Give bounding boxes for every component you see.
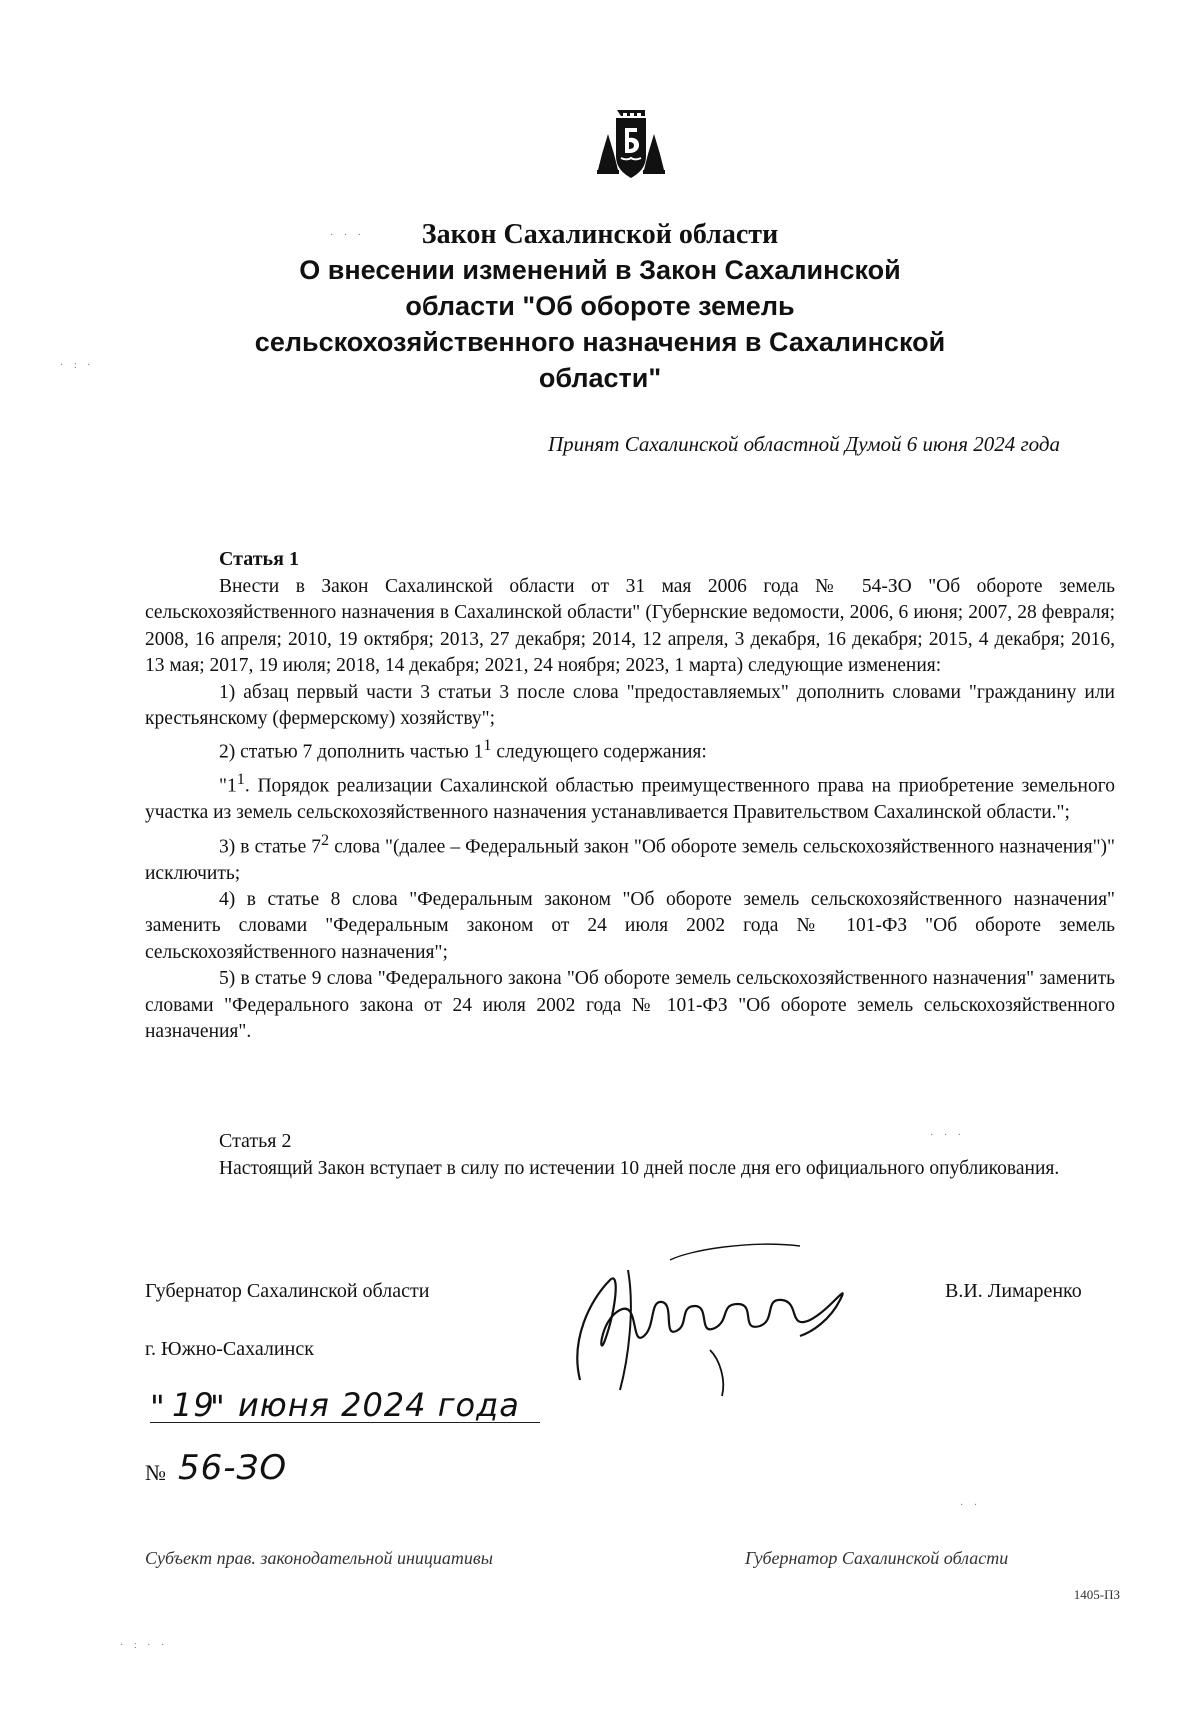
footer-left: Субъект прав. законодательной инициативы	[145, 1548, 493, 1568]
scan-noise: · : · ·	[120, 1640, 169, 1651]
governor-position: Губернатор Сахалинской области	[145, 1280, 430, 1302]
city-label: г. Южно-Сахалинск	[145, 1338, 314, 1360]
article-1-item-3	[145, 827, 1115, 887]
scan-noise: · · ·	[330, 230, 365, 241]
article-1-heading: Статья 1	[219, 548, 299, 570]
title-line-4: сельскохозяйственного назначения в Сахалинской	[254, 327, 946, 357]
scan-noise: · : ·	[60, 360, 95, 371]
date-quote-close: "	[210, 1388, 226, 1426]
item-3-text: 3) в статье 7	[219, 836, 322, 858]
law-number: 56-ЗО	[178, 1448, 288, 1488]
article-1-item-4: 4) в статье 8 слова "Федеральным законом "Об обороте земель сельскохозяйственного назначения" заменить словами "Федеральным законом от 24 июля 2002 года № 101-ФЗ "Об обороте земель сельскохозяйственного назначения";	[145, 888, 1115, 963]
title-line-5: области"	[538, 363, 662, 393]
footer-right: Губернатор Сахалинской области	[745, 1548, 1009, 1568]
document-code: 1405-ПЗ	[1073, 1587, 1120, 1602]
quote-text: . Порядок реализации Сахалинской областью преимущественного права на приобретение земельного участка из земель сельскохозяйственного назначения устанавливается Правительством Сахалинской области.";	[145, 775, 1115, 824]
article-1-intro: Внести в Закон Сахалинской области от 31 мая 2006 года № 54-ЗО "Об обороте земель сельскохозяйственного назначения в Сахалинской области" (Губернские ведомости, 2006, 6 июня; 2007, 28 февраля; 2008, 16 апреля; 2010, 19 октября; 2013, 27 декабря; 2014, 12 апреля, 3 декабря, 16 декабря; 2015, 4 декабря; 2016, 13 мая; 2017, 19 июля; 2018, 14 декабря; 2021, 24 ноября; 2023, 1 марта) следующие изменения:	[145, 576, 1115, 677]
scan-noise: · ·	[960, 1500, 982, 1511]
item-2-text: 2) статью 7 дополнить частью 1	[219, 741, 484, 763]
document-title	[150, 218, 1050, 396]
quote-start: "1	[219, 775, 237, 797]
handwritten-signature	[550, 1240, 880, 1400]
number-prefix: №	[145, 1460, 166, 1485]
article-1-body	[145, 574, 1115, 1045]
title-line-1: Закон Сахалинской области	[421, 219, 779, 250]
article-2-heading: Статья 2	[219, 1130, 292, 1152]
item-3-superscript: 2	[321, 830, 330, 849]
item-3-text-end: слова "(далее – Федеральный закон "Об обороте земель сельскохозяйственного назначения")" исключить;	[145, 836, 1115, 884]
date-month-year: июня 2024 года	[238, 1386, 520, 1424]
title-line-3: области "Об обороте земель	[405, 291, 795, 321]
article-1-item-2-quote	[145, 766, 1115, 826]
article-2-body	[145, 1156, 1115, 1182]
item-2-superscript: 1	[483, 736, 492, 755]
title-line-2: О внесении изменений в Закон Сахалинской	[299, 255, 901, 285]
quote-superscript: 1	[236, 770, 245, 789]
date-underline	[150, 1422, 540, 1423]
item-2-text-end: следующего содержания:	[491, 741, 707, 763]
adoption-note: Принят Сахалинской областной Думой 6 июня 2024 года	[547, 432, 1060, 456]
article-1-item-1: 1) абзац первый части 3 статьи 3 после слова "предоставляемых" дополнить словами "гражданину или крестьянскому (фермерскому) хозяйству";	[145, 681, 1115, 730]
governor-name: В.И. Лимаренко	[945, 1280, 1082, 1302]
article-2-text: Настоящий Закон вступает в силу по истечении 10 дней после дня его официального опубликования.	[219, 1158, 1060, 1179]
article-1-item-5: 5) в статье 9 слова "Федерального закона "Об обороте земель сельскохозяйственного назначения" заменить словами "Федерального закона от 24 июля 2002 года № 101-ФЗ "Об обороте земель сельскохозяйственного назначения".	[145, 968, 1115, 1042]
date-day: 19	[172, 1386, 215, 1424]
article-1-item-2	[145, 732, 1115, 766]
date-quote-open: "	[150, 1388, 166, 1426]
sakhalin-coat-of-arms-icon	[594, 106, 668, 188]
scan-noise: · · ·	[930, 1130, 965, 1141]
